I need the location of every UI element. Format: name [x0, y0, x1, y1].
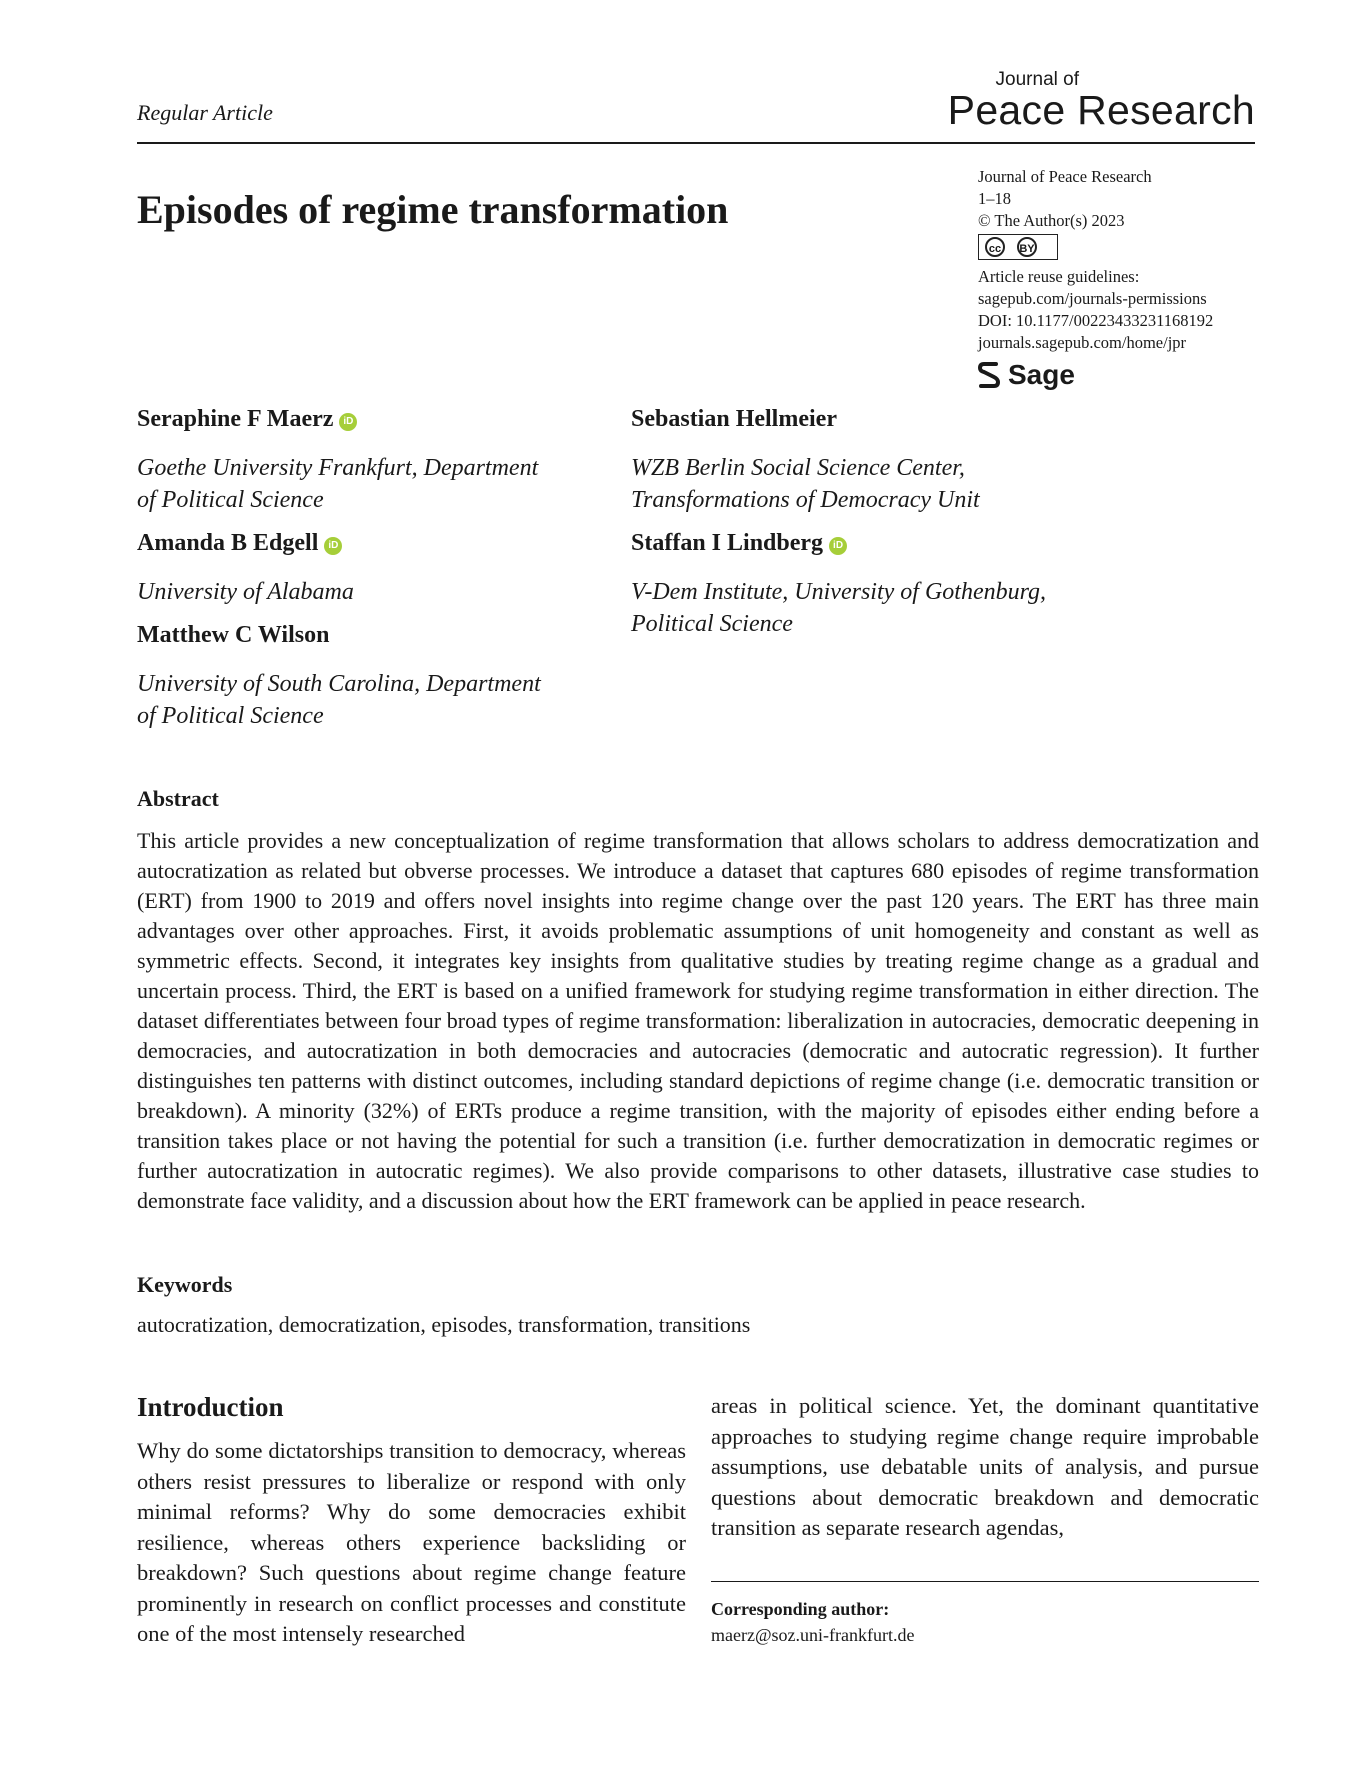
- orcid-icon[interactable]: iD: [829, 537, 847, 555]
- section-label: Regular Article: [137, 100, 273, 125]
- meta-journal-link[interactable]: journals.sagepub.com/home/jpr: [978, 333, 1187, 352]
- publisher-name: Sage: [1008, 359, 1075, 390]
- publisher-logo: [978, 360, 1213, 390]
- footnote-rule: [711, 1581, 1259, 1582]
- meta-copyright: © The Author(s) 2023: [978, 211, 1125, 230]
- article-title: Episodes of regime transformation: [137, 187, 729, 232]
- cc-by-license-badge[interactable]: [978, 234, 1058, 260]
- orcid-icon[interactable]: iD: [339, 413, 357, 431]
- meta-reuse-label: Article reuse guidelines:: [978, 267, 1140, 286]
- keywords-heading: Keywords: [137, 1272, 233, 1297]
- meta-doi[interactable]: DOI: 10.1177/00223433231168192: [978, 311, 1214, 330]
- corresponding-author-email[interactable]: maerz@soz.uni-frankfurt.de: [711, 1625, 915, 1645]
- header-rule: [137, 142, 1255, 144]
- author-name: Amanda B Edgell iD: [137, 530, 342, 557]
- body-text-column-right: areas in political science. Yet, the dominant quantitative approaches to studying regime change require improbable assumptions, use debatable units of analysis, and pursue questions about democratic breakdown and democratic transition as separate research agendas,: [711, 1393, 1259, 1540]
- author-affiliation: University of Alabama: [137, 579, 354, 605]
- body-text-column-left: Why do some dictatorships transition to democracy, whereas others resist pressures to liberalize or respond with only minimal reforms? Why do some democracies exhibit resilience, whereas others experience backsliding or breakdown? Such questions about regime change feature prominently in research on conflict processes and constitute one of the most intensely researched: [137, 1438, 686, 1646]
- cc-icon: cc: [985, 237, 1005, 257]
- author-affiliation: University of South Carolina, Department of Political Science: [137, 671, 541, 729]
- author-affiliation: WZB Berlin Social Science Center, Transformations of Democracy Unit: [631, 455, 980, 513]
- keywords-text: autocratization, democratization, episodes, transformation, transitions: [137, 1312, 751, 1337]
- author-name: Staffan I Lindberg iD: [631, 530, 847, 557]
- author-name: Seraphine F Maerz iD: [137, 406, 357, 433]
- meta-pages: 1–18: [978, 189, 1011, 208]
- author-affiliation: V-Dem Institute, University of Gothenburg, Political Science: [631, 579, 1047, 637]
- journal-logo: [948, 70, 1255, 131]
- by-attribution-icon: BY: [1017, 237, 1037, 257]
- meta-journal: Journal of Peace Research: [978, 167, 1152, 186]
- author-name: Matthew C Wilson: [137, 622, 330, 648]
- meta-reuse-link[interactable]: sagepub.com/journals-permissions: [978, 289, 1207, 308]
- journal-logo-line1: Journal of: [995, 69, 1079, 90]
- article-meta: [978, 166, 1213, 390]
- author-affiliation: Goethe University Frankfurt, Department of Political Science: [137, 455, 539, 513]
- abstract-heading: Abstract: [137, 786, 219, 811]
- introduction-heading: Introduction: [137, 1392, 284, 1422]
- orcid-icon[interactable]: iD: [324, 537, 342, 555]
- abstract-text: This article provides a new conceptualization of regime transformation that allows scholars to address democratization and autocratization as related but obverse processes. We introduce a dataset that captures 680 episodes of regime transformation (ERT) from 1900 to 2019 and offers novel insights into regime change over the past 120 years. The ERT has three main advantages over other approaches. First, it avoids problematic assumptions of unit homogeneity and constant as well as symmetric effects. Second, it integrates key insights from qualitative studies by treating regime change as a gradual and uncertain process. Third, the ERT is based on a unified framework for studying regime transformation in either direction. The dataset differentiates between four broad types of regime transformation: liberalization in autocracies, democratic deepening in democracies, and autocratization in both democracies and autocracies (democratic and autocratic regression). It further distinguishes ten patterns with distinct outcomes, including standard depictions of regime change (i.e. democratic transition or breakdown). A minority (32%) of ERTs produce a regime transition, with the majority of episodes either ending before a transition takes place or not having the potential for such a transition (i.e. further democratization in democratic regimes or further autocratization in autocratic regimes). We also provide comparisons to other datasets, illustrative case studies to demonstrate face validity, and a discussion about how the ERT framework can be applied in peace research.: [137, 828, 1259, 1213]
- journal-logo-line2: Peace Research: [947, 87, 1255, 133]
- author-name: Sebastian Hellmeier: [631, 406, 837, 432]
- corresponding-author-label: Corresponding author:: [711, 1599, 890, 1619]
- sage-logo-icon: [978, 360, 1000, 390]
